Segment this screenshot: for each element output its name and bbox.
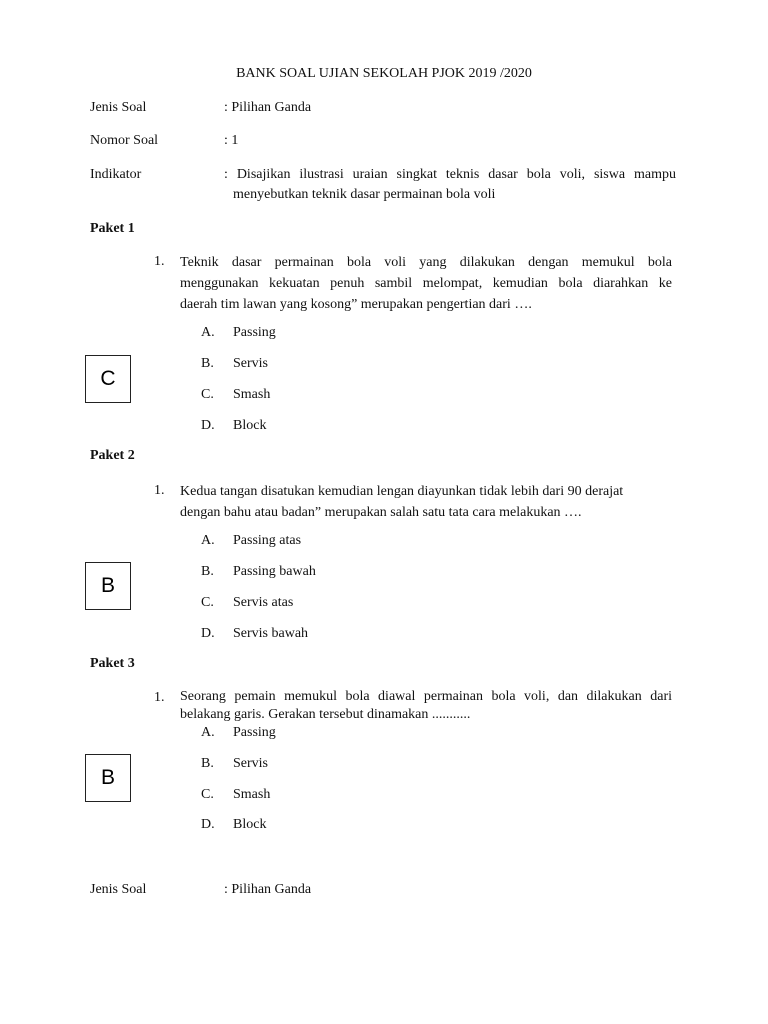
option-letter: B. — [201, 564, 214, 579]
option-letter: C. — [201, 787, 214, 802]
question-line: Seorang pemain memukul bola diawal permainan bola voli, dan dilakukan dari — [180, 689, 672, 704]
option-letter: B. — [201, 356, 214, 371]
document-title: BANK SOAL UJIAN SEKOLAH PJOK 2019 /2020 — [236, 66, 532, 81]
question-line: daerah tim lawan yang kosong” merupakan pengertian dari …. — [180, 297, 532, 312]
option-text: Servis bawah — [233, 626, 309, 641]
option-letter: A. — [201, 533, 215, 548]
jenis-soal-value: : Pilihan Ganda — [224, 100, 312, 115]
option-letter: A. — [201, 725, 215, 740]
option-text: Block — [233, 817, 267, 832]
paket-1-answer-box: C — [85, 355, 131, 403]
option-text: Block — [233, 418, 267, 433]
option-letter: D. — [201, 626, 215, 641]
paket-3-question — [180, 688, 672, 724]
option-letter: C. — [201, 595, 214, 610]
question-line: belakang garis. Gerakan tersebut dinamakan ........... — [180, 707, 471, 722]
option-letter: B. — [201, 756, 214, 771]
option-text: Servis — [233, 756, 268, 771]
option-text: Passing atas — [233, 533, 302, 548]
footer-jenis-soal-label: Jenis Soal — [90, 882, 147, 897]
paket-1-heading: Paket 1 — [90, 221, 135, 236]
option-letter: D. — [201, 817, 215, 832]
nomor-soal-value: : 1 — [224, 133, 239, 148]
indikator-line-2: menyebutkan teknik dasar permainan bola voli — [233, 187, 496, 202]
indikator-line-1: : Disajikan ilustrasi uraian singkat teknis dasar bola voli, siswa mampu — [224, 167, 676, 182]
option-letter: C. — [201, 387, 214, 402]
option-text: Passing — [233, 325, 276, 340]
question-line: Teknik dasar permainan bola voli yang dilakukan dengan memukul bola — [180, 255, 672, 270]
indikator-label: Indikator — [90, 167, 142, 182]
option-text: Servis atas — [233, 595, 294, 610]
question-line: dengan bahu atau badan” merupakan salah satu tata cara melakukan …. — [180, 505, 582, 520]
question-line: menggunakan kekuatan penuh sambil melompat, kemudian bola diarahkan ke — [180, 276, 672, 291]
option-letter: D. — [201, 418, 215, 433]
paket-1-question-number: 1. — [154, 254, 165, 269]
option-text: Smash — [233, 387, 271, 402]
paket-2-question — [180, 481, 672, 523]
paket-3-heading: Paket 3 — [90, 656, 135, 671]
option-text: Smash — [233, 787, 271, 802]
paket-2-heading: Paket 2 — [90, 448, 135, 463]
jenis-soal-label: Jenis Soal — [90, 100, 147, 115]
paket-2-answer-box: B — [85, 562, 131, 610]
option-text: Servis — [233, 356, 268, 371]
paket-2-question-number: 1. — [154, 483, 165, 498]
option-letter: A. — [201, 325, 215, 340]
option-text: Passing — [233, 725, 276, 740]
footer-jenis-soal-value: : Pilihan Ganda — [224, 882, 312, 897]
paket-1-question — [180, 252, 672, 315]
option-text: Passing bawah — [233, 564, 316, 579]
paket-3-question-number: 1. — [154, 690, 165, 705]
question-line: Kedua tangan disatukan kemudian lengan diayunkan tidak lebih dari 90 derajat — [180, 484, 624, 499]
paket-3-answer-box: B — [85, 754, 131, 802]
nomor-soal-label: Nomor Soal — [90, 133, 159, 148]
